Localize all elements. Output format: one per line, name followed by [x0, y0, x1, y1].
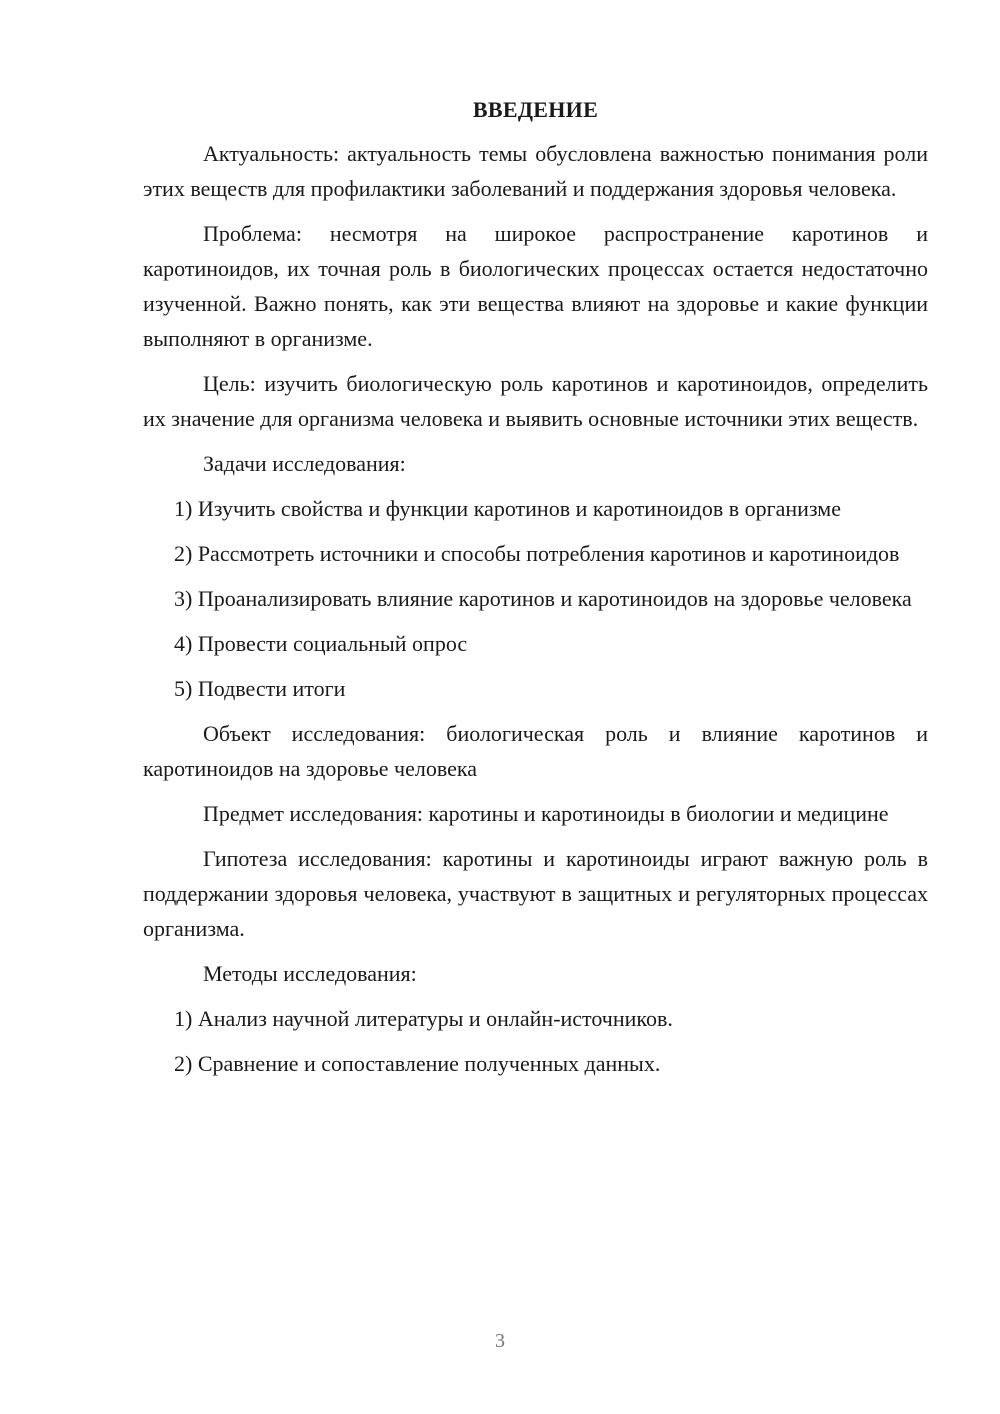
- problem-paragraph: Проблема: несмотря на широкое распространение каротинов и каротиноидов, их точная роль в биологических процессах остается недостаточно изученной. Важно понять, как эти вещества влияют на здоровье и какие функции выполняют в организме.: [143, 221, 928, 351]
- hypothesis-paragraph: Гипотеза исследования: каротины и каротиноиды играют важную роль в поддержании здоровья человека, участвуют в защитных и регуляторных процессах организма.: [143, 846, 928, 941]
- section-title: ВВЕДЕНИЕ: [472, 97, 599, 122]
- task-item: 5) Подвести итоги: [174, 676, 346, 701]
- task-item: 3) Проанализировать влияние каротинов и каротиноидов на здоровье человека: [174, 586, 912, 611]
- task-item: 2) Рассмотреть источники и способы потребления каротинов и каротиноидов: [174, 541, 900, 566]
- object-paragraph: Объект исследования: биологическая роль и влияние каротинов и каротиноидов на здоровье человека: [143, 721, 928, 781]
- page-number: 3: [495, 1330, 505, 1352]
- goal-paragraph: Цель: изучить биологическую роль каротинов и каротиноидов, определить их значение для организма человека и выявить основные источники этих веществ.: [143, 371, 928, 431]
- method-item: 1) Анализ научной литературы и онлайн-источников.: [174, 1006, 673, 1031]
- document-page: [143, 92, 928, 1091]
- method-item: 2) Сравнение и сопоставление полученных данных.: [174, 1051, 661, 1076]
- tasks-heading: Задачи исследования:: [203, 451, 406, 476]
- relevance-paragraph: Актуальность: актуальность темы обусловлена важностью понимания роли этих веществ для профилактики заболеваний и поддержания здоровья человека.: [143, 141, 928, 201]
- task-item: 4) Провести социальный опрос: [174, 631, 468, 656]
- subject-paragraph: Предмет исследования: каротины и каротиноиды в биологии и медицине: [203, 801, 889, 826]
- methods-heading: Методы исследования:: [203, 961, 417, 986]
- task-item: 1) Изучить свойства и функции каротинов и каротиноидов в организме: [174, 496, 841, 521]
